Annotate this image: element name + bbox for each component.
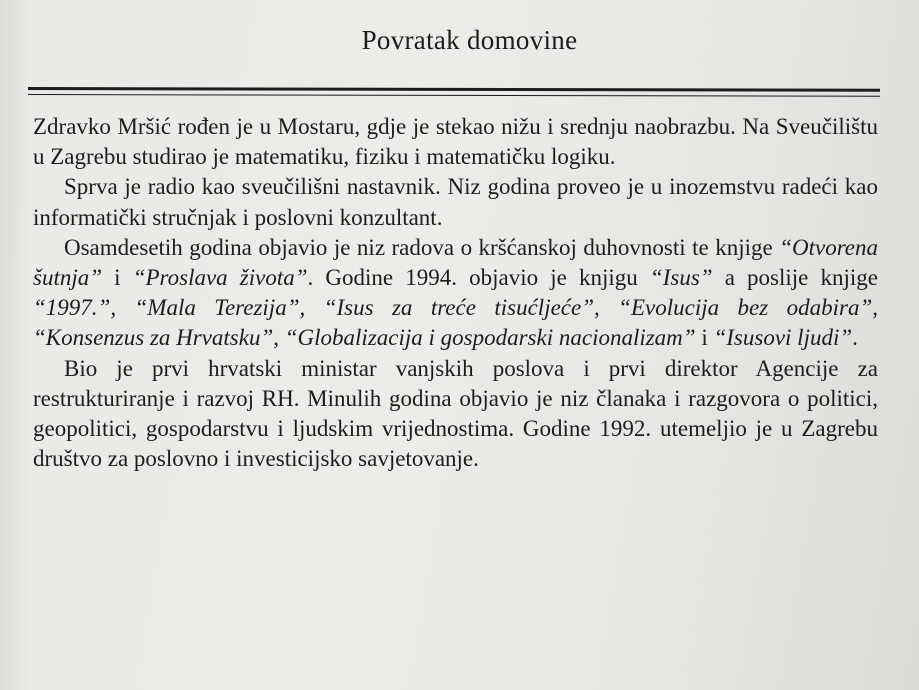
- publications-text-6: .: [852, 325, 858, 351]
- book-titles-list: “1997.”, “Mala Terezija”, “Isus za treće tisućljeće”, “Evolucija bez odabira”, “Konsenzus za Hrvatsku”, “Globalizacija i gospodarski nacionalizam”: [33, 295, 878, 351]
- publications-text-5: i: [695, 325, 714, 351]
- page-gutter-shadow: [0, 0, 30, 690]
- publications-text-4: a poslije knjige: [712, 265, 879, 291]
- book-title-isus: “Isus”: [649, 265, 713, 291]
- paragraph-career: Sprva je radio kao sveučilišni nastavnik. Niz godina proveo je u inozemstvu radeći kao informatički stručnjak i poslovni konzultant.: [33, 174, 878, 230]
- paragraph-publications: [33, 233, 878, 354]
- book-title-isusovi-ljudi: “Isusovi ljudi”: [713, 325, 853, 351]
- paragraph-biography-intro: Zdravko Mršić rođen je u Mostaru, gdje je stekao nižu i srednju naobrazbu. Na Sveučilištu u Zagrebu studirao je matematiku, fiziku i matematičku logiku.: [33, 114, 878, 170]
- header-rule: [28, 87, 880, 97]
- publications-text-1: Osamdesetih godina objavio je niz radova o kršćanskoj duhovnosti te knjige: [64, 234, 780, 260]
- page-body-text: [33, 112, 878, 474]
- publications-text-3: . Godine 1994. objavio je knjigu: [307, 265, 650, 291]
- book-title-proslava-zivota: “Proslava života”: [132, 265, 308, 291]
- paragraph-ministry: Bio je prvi hrvatski ministar vanjskih poslova i prvi direktor Agencije za restrukturiranje i razvoj RH. Minulih godina objavio je niz članaka i razgovora o politici, geopolitici, gospodarstvu i ljudskim vrijednostima. Godine 1992. utemeljio je u Zagrebu društvo za poslovno i investicijsko savjetovanje.: [33, 355, 878, 472]
- book-title-otvorena-sutnja: “Otvorena šutnja”: [33, 234, 878, 291]
- publications-text-2: i: [102, 265, 133, 291]
- page-header-title: Povratak domovine: [361, 25, 578, 55]
